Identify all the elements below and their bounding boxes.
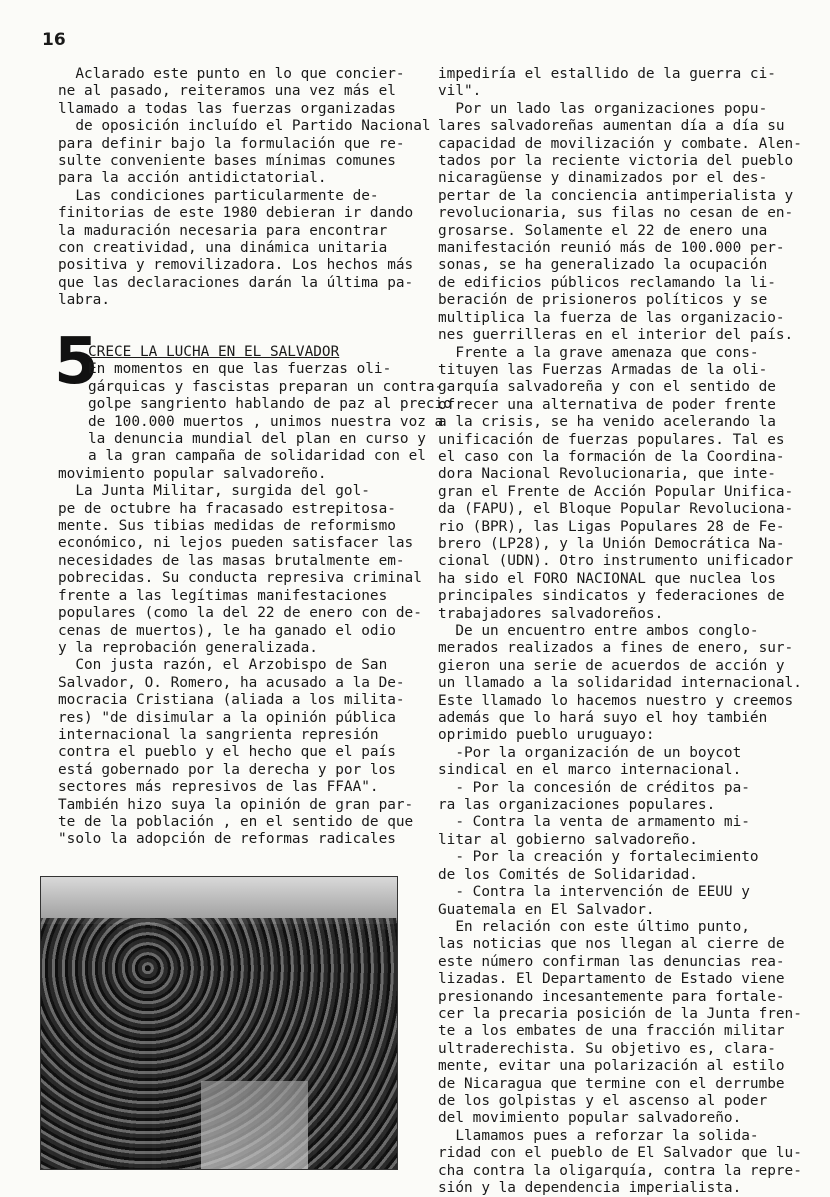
text-line: "solo la adopción de reformas radicales bbox=[58, 831, 396, 848]
text-line: Las condiciones particularmente de- bbox=[58, 187, 379, 204]
text-line: - Contra la intervención de EEUU y bbox=[438, 884, 750, 901]
text-line: nes guerrilleras en el interior del país. bbox=[438, 327, 794, 344]
text-line: Salvador, O. Romero, ha acusado a la De- bbox=[58, 674, 405, 691]
text-line: para definir bajo la formulación que re- bbox=[58, 135, 405, 152]
text-line: movimiento popular salvadoreño. bbox=[58, 465, 327, 482]
text-line: trabajadores salvadoreños. bbox=[438, 605, 664, 622]
text-line: frente a las legítimas manifestaciones bbox=[58, 587, 388, 604]
text-line: beración de prisioneros políticos y se bbox=[438, 292, 768, 309]
text-line: litar al gobierno salvadoreño. bbox=[438, 831, 698, 848]
text-line: -Por la organización de un boycot bbox=[438, 744, 742, 761]
text-line: tados por la reciente victoria del pueblo bbox=[438, 153, 794, 170]
text-line: cha contra la oligarquía, contra la repre- bbox=[438, 1162, 802, 1179]
text-line: cional (UDN). Otro instrumento unificador bbox=[438, 553, 794, 570]
text-line: pertar de la conciencia antimperialista y bbox=[438, 187, 794, 204]
text-line: - Por la creación y fortalecimiento bbox=[438, 849, 759, 866]
text-line: para la acción antidictatorial. bbox=[58, 170, 327, 187]
text-line: La Junta Militar, surgida del gol- bbox=[58, 483, 370, 500]
text-line: grosarse. Solamente el 22 de enero una bbox=[438, 222, 768, 239]
text-line: mente, evitar una polarización al estilo bbox=[438, 1058, 785, 1075]
text-line: ra las organizaciones populares. bbox=[438, 797, 716, 814]
text-line: - Por la concesión de créditos pa- bbox=[438, 779, 750, 796]
text-line: de Nicaragua que termine con el derrumbe bbox=[438, 1075, 785, 1092]
text-line: de 100.000 muertos , unimos nuestra voz a bbox=[88, 413, 444, 430]
text-line: labra. bbox=[58, 292, 110, 309]
text-line: sectores más represivos de las FFAA". bbox=[58, 779, 379, 796]
text-line: presionando incesantemente para fortale- bbox=[438, 988, 785, 1005]
text-line: rio (BPR), las Ligas Populares 28 de Fe- bbox=[438, 518, 785, 535]
text-line: positiva y removilizadora. Los hechos más bbox=[58, 257, 414, 274]
text-line: y la reprobación generalizada. bbox=[58, 639, 318, 656]
text-line: vil". bbox=[438, 83, 482, 100]
text-line: Llamamos pues a reforzar la solida- bbox=[438, 1127, 759, 1144]
text-line: También hizo suya la opinión de gran par- bbox=[58, 796, 414, 813]
photo-sky bbox=[41, 877, 397, 924]
crowd-photo bbox=[40, 876, 398, 1170]
text-line: el caso con la formación de la Coordina- bbox=[438, 448, 785, 465]
text-line: oprimido pueblo uruguayo: bbox=[438, 727, 655, 744]
text-line: dora Nacional Revolucionaria, que inte- bbox=[438, 466, 776, 483]
text-line: las noticias que nos llegan al cierre de bbox=[438, 936, 785, 953]
text-line: De un encuentro entre ambos conglo- bbox=[438, 623, 759, 639]
text-line: de oposición incluído el Partido Nacional bbox=[58, 118, 431, 135]
text-line: pobrecidas. Su conducta represiva criminal bbox=[58, 570, 422, 587]
text-line: golpe sangriento hablando de paz al precio bbox=[88, 396, 452, 413]
text-line: cer la precaria posición de la Junta fren- bbox=[438, 1005, 802, 1022]
text-line: llamado a todas las fuerzas organizadas bbox=[58, 100, 396, 117]
photo-street bbox=[201, 1081, 308, 1169]
text-line: te a los embates de una fracción militar bbox=[438, 1023, 785, 1040]
text-line: de edificios públicos reclamando la li- bbox=[438, 274, 776, 291]
text-line: manifestación reunió más de 100.000 per- bbox=[438, 240, 785, 257]
text-line: además que lo hará suyo el hoy también bbox=[438, 710, 768, 727]
text-line: populares (como la del 22 de enero con de- bbox=[58, 605, 422, 622]
text-line: sonas, se ha generalizado la ocupación bbox=[438, 257, 768, 274]
text-line: En relación con este último punto, bbox=[438, 918, 750, 935]
text-line: un llamado a la solidaridad internacional. bbox=[438, 675, 802, 692]
text-line: ofrecer una alternativa de poder frente bbox=[438, 396, 776, 413]
text-line: principales sindicatos y federaciones de bbox=[438, 588, 785, 605]
text-line: contra el pueblo y el hecho que el país bbox=[58, 744, 396, 761]
text-line: Frente a la grave amenaza que cons- bbox=[438, 344, 759, 361]
text-line: Por un lado las organizaciones popu- bbox=[438, 100, 768, 117]
text-line: este número confirman las denuncias rea- bbox=[438, 953, 785, 970]
text-line: necesidades de las masas brutalmente em- bbox=[58, 552, 405, 569]
text-line: Aclarado este punto en lo que concier- bbox=[58, 66, 405, 82]
text-line: nicaragüense y dinamizados por el des- bbox=[438, 170, 768, 187]
text-line: gieron una serie de acuerdos de acción y bbox=[438, 657, 785, 674]
text-line: de los Comités de Solidaridad. bbox=[438, 866, 698, 883]
text-line: unificación de fuerzas populares. Tal es bbox=[438, 431, 785, 448]
text-line: sindical en el marco internacional. bbox=[438, 762, 742, 779]
text-line: te de la población , en el sentido de que bbox=[58, 813, 414, 830]
text-line: económico, ni lejos pueden satisfacer las bbox=[58, 535, 414, 552]
text-line: lares salvadoreñas aumentan día a día su bbox=[438, 118, 785, 135]
text-line: ne al pasado, reiteramos una vez más el bbox=[58, 83, 396, 100]
text-line: sión y la dependencia imperialista. bbox=[438, 1180, 742, 1196]
text-line: En momentos en que las fuerzas oli- bbox=[88, 361, 392, 378]
text-line: res) "de disimular a la opinión pública bbox=[58, 709, 396, 726]
text-line: mocracia Cristiana (aliada a los milita- bbox=[58, 692, 405, 709]
text-line: sulte conveniente bases mínimas comunes bbox=[58, 153, 396, 170]
left-column-section-text bbox=[58, 344, 452, 849]
text-line: revolucionaria, sus filas no cesan de en- bbox=[438, 205, 794, 222]
text-line: impediría el estallido de la guerra ci- bbox=[438, 66, 776, 82]
text-line: mente. Sus tibias medidas de reformismo bbox=[58, 518, 396, 535]
text-line: brero (LP28), y la Unión Democrática Na- bbox=[438, 535, 785, 552]
left-column-top-text bbox=[58, 66, 431, 310]
section-number: 5 bbox=[54, 325, 99, 399]
text-line: la denuncia mundial del plan en curso y bbox=[88, 431, 426, 448]
text-line: internacional la sangrienta represión bbox=[58, 726, 379, 743]
text-line: multiplica la fuerza de las organizacio- bbox=[438, 309, 785, 326]
text-line: gárquicas y fascistas preparan un contra- bbox=[88, 378, 444, 395]
text-line: la maduración necesaria para encontrar bbox=[58, 222, 388, 239]
text-line: a la gran campaña de solidaridad con el bbox=[88, 448, 426, 465]
text-line: ha sido el FORO NACIONAL que nuclea los bbox=[438, 570, 776, 587]
text-line: capacidad de movilización y combate. Alen- bbox=[438, 135, 802, 152]
text-line: Este llamado lo hacemos nuestro y creemos bbox=[438, 692, 794, 709]
text-line: gran el Frente de Acción Popular Unifica- bbox=[438, 483, 794, 500]
text-line: está gobernado por la derecha y por los bbox=[58, 761, 396, 778]
section-title: CRECE LA LUCHA EN EL SALVADOR bbox=[88, 344, 340, 360]
page-number: 16 bbox=[42, 30, 66, 50]
text-line: Con justa razón, el Arzobispo de San bbox=[58, 657, 388, 674]
text-line: - Contra la venta de armamento mi- bbox=[438, 814, 750, 831]
text-line: del movimiento popular salvadoreño. bbox=[438, 1110, 742, 1127]
text-line: garquía salvadoreña y con el sentido de bbox=[438, 379, 776, 396]
text-line: a la crisis, se ha venido acelerando la bbox=[438, 414, 776, 431]
text-line: con creatividad, una dinámica unitaria bbox=[58, 240, 388, 257]
text-line: tituyen las Fuerzas Armadas de la oli- bbox=[438, 361, 768, 378]
text-line: finitorias de este 1980 debieran ir dando bbox=[58, 205, 414, 222]
text-line: lizadas. El Departamento de Estado viene bbox=[438, 971, 785, 988]
text-line: ultraderechista. Su objetivo es, clara- bbox=[438, 1040, 776, 1057]
text-line: ridad con el pueblo de El Salvador que lu- bbox=[438, 1145, 802, 1162]
text-line: merados realizados a fines de enero, sur- bbox=[438, 640, 794, 657]
right-column-text bbox=[438, 66, 816, 1197]
text-line: que las declaraciones darán la última pa- bbox=[58, 274, 414, 291]
text-line: pe de octubre ha fracasado estrepitosa- bbox=[58, 500, 396, 517]
text-line: cenas de muertos), le ha ganado el odio bbox=[58, 622, 396, 639]
text-line: da (FAPU), el Bloque Popular Revoluciona- bbox=[438, 501, 794, 518]
text-line: Guatemala en El Salvador. bbox=[438, 901, 655, 918]
text-line: de los golpistas y el ascenso al poder bbox=[438, 1092, 768, 1109]
